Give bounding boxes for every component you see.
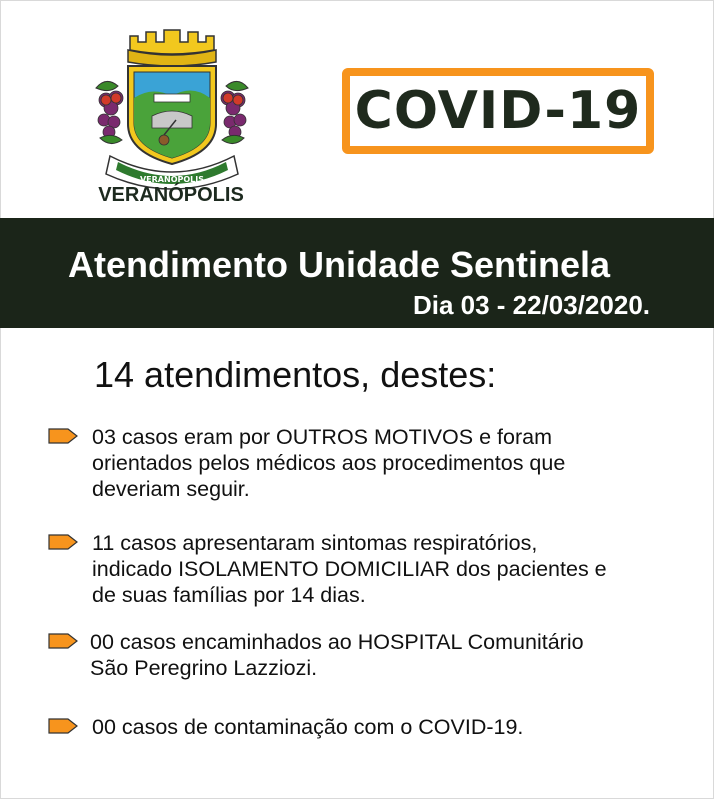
list-item — [48, 530, 607, 608]
list-item-line: São Peregrino Lazziozi. — [90, 656, 318, 680]
coat-of-arms-crest — [92, 28, 252, 200]
list-item-line: 11 casos apresentaram sintomas respiratórios, — [92, 531, 538, 555]
arrow-bullet-icon — [48, 633, 78, 649]
list-item — [48, 714, 523, 740]
list-item-line: orientados pelos médicos aos procedimentos que — [92, 451, 566, 475]
city-name: VERANÓPOLIS — [98, 184, 244, 206]
arrow-bullet-icon — [48, 718, 78, 734]
banner-date: Dia 03 - 22/03/2020. — [412, 290, 650, 320]
list-item-line: 00 casos de contaminação com o COVID-19. — [92, 715, 524, 739]
list-item-text — [92, 424, 565, 502]
list-item-line: deveriam seguir. — [92, 477, 250, 501]
list-item-text — [90, 629, 584, 681]
summary-heading: 14 atendimentos, destes: — [94, 354, 497, 395]
list-item-text — [92, 530, 607, 608]
list-item-line: indicado ISOLAMENTO DOMICILIAR dos pacientes e — [92, 557, 607, 581]
list-item-line: 03 casos eram por OUTROS MOTIVOS e foram — [92, 425, 552, 449]
crest-motto: VERANÓPOLIS — [139, 175, 205, 184]
list-item-text — [92, 714, 523, 740]
list-item — [48, 424, 565, 502]
covid-badge-label: COVID-19 — [354, 81, 642, 141]
banner-title: Atendimento Unidade Sentinela — [68, 244, 611, 285]
list-item — [48, 629, 584, 681]
list-item-line: 00 casos encaminhados ao HOSPITAL Comunitário — [90, 630, 584, 654]
arrow-bullet-icon — [48, 534, 78, 550]
list-item-line: de suas famílias por 14 dias. — [92, 583, 366, 607]
arrow-bullet-icon — [48, 428, 78, 444]
covid-badge — [342, 68, 654, 154]
